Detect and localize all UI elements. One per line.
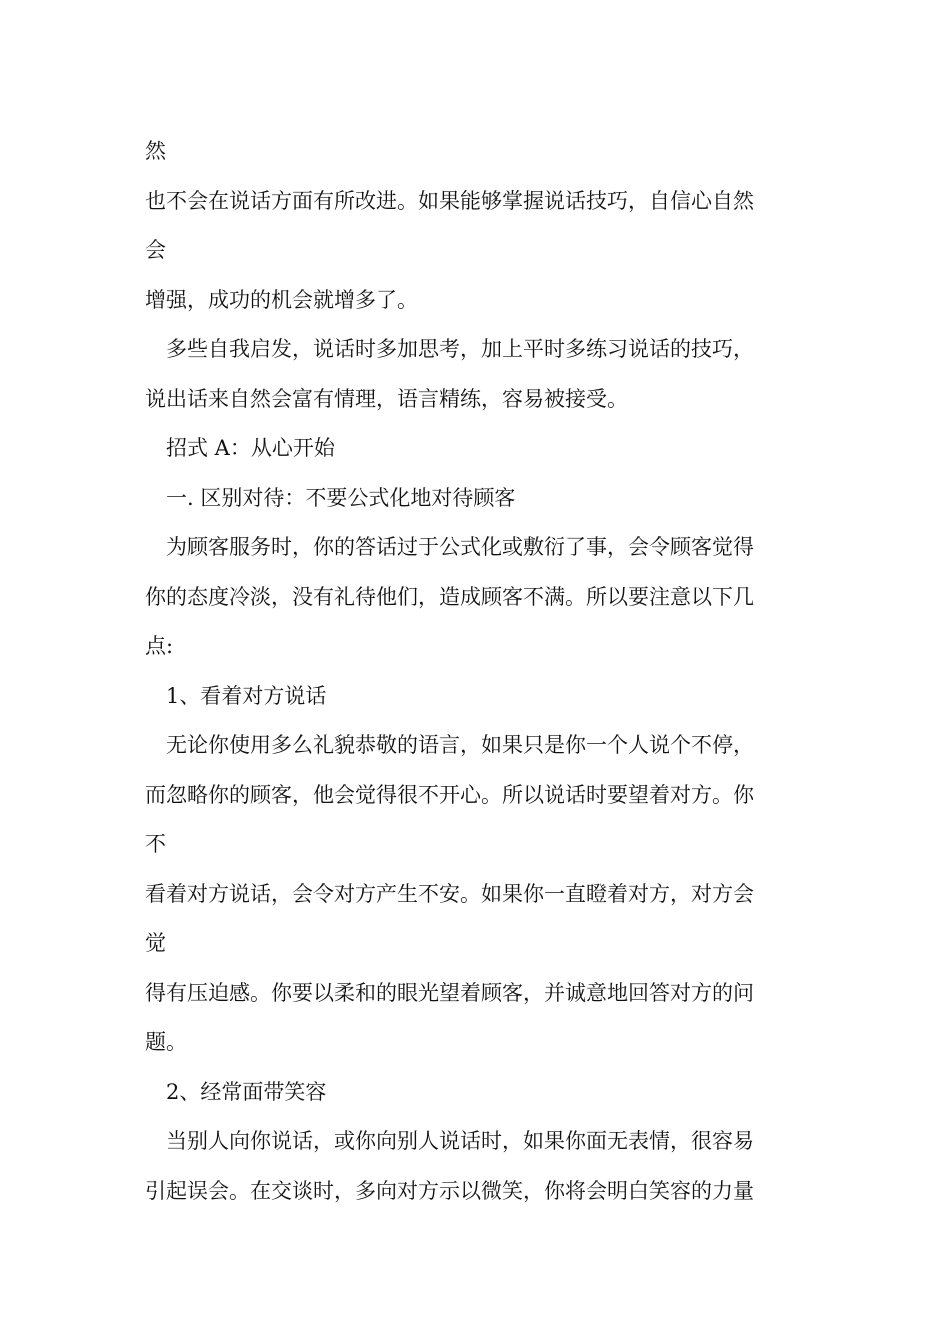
text-line: 得有压迫感。你要以柔和的眼光望着顾客，并诚意地回答对方的问 xyxy=(145,980,754,1005)
text-line: 不 xyxy=(145,832,166,856)
text-line: 然 xyxy=(145,139,166,163)
text-line: 当别人向你说话，或你向别人说话时，如果你面无表情，很容易 xyxy=(166,1129,754,1153)
text-line: 一. 区别对待：不要公式化地对待顾客 xyxy=(166,485,516,510)
text-line: 1、看着对方说话 xyxy=(166,683,327,708)
text-line: 无论你使用多么礼貌恭敬的语言，如果只是你一个人说个不停， xyxy=(166,733,754,757)
text-line: 多些自我启发，说话时多加思考，加上平时多练习说话的技巧， xyxy=(166,337,754,361)
document-body xyxy=(145,127,825,1216)
text-line: 为顾客服务时，你的答话过于公式化或敷衍了事，会令顾客觉得 xyxy=(166,535,754,559)
text-line: 2、经常面带笑容 xyxy=(166,1079,327,1104)
text-line: 你的态度冷淡，没有礼待他们，造成顾客不满。所以要注意以下几 xyxy=(145,584,754,609)
text-line: 增强，成功的机会就增多了。 xyxy=(145,287,418,312)
text-line: 也不会在说话方面有所改进。如果能够掌握说话技巧，自信心自然 xyxy=(145,188,754,213)
text-line: 会 xyxy=(145,238,166,262)
text-line: 引起误会。在交谈时，多向对方示以微笑，你将会明白笑容的力量 xyxy=(145,1178,754,1203)
text-line: 而忽略你的顾客，他会觉得很不开心。所以说话时要望着对方。你 xyxy=(145,782,754,807)
text-line: 点: xyxy=(145,634,174,658)
text-line: 觉 xyxy=(145,931,166,955)
text-line: 题。 xyxy=(145,1030,187,1054)
text-line: 说出话来自然会富有情理，语言精练，容易被接受。 xyxy=(145,386,628,411)
text-line: 看着对方说话，会令对方产生不安。如果你一直瞪着对方，对方会 xyxy=(145,881,754,906)
text-line: 招式 A：从心开始 xyxy=(166,436,335,460)
